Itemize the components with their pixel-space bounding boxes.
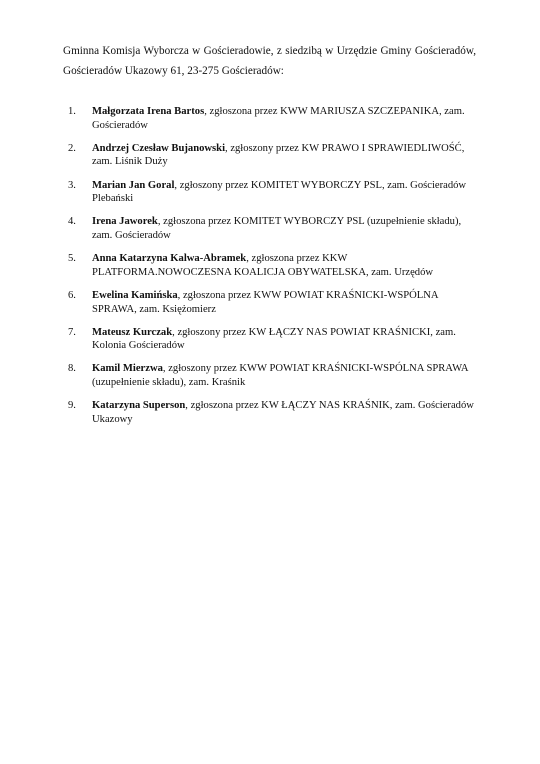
candidate-details: , zgłoszony przez KOMITET WYBORCZY PSL, zam. Gościeradów Plebański	[92, 179, 467, 205]
candidate-details: , zgłoszona przez KW ŁĄCZY NAS KRAŚNIK, zam. Gościeradów Ukazowy	[92, 400, 474, 425]
item-number: 7.	[68, 326, 76, 338]
item-content	[92, 289, 476, 316]
list-item	[63, 179, 476, 206]
candidate-name: Katarzyna Superson	[92, 400, 186, 412]
item-number: 4.	[68, 216, 76, 228]
candidate-details: , zgłoszona przez KWW MARIUSZA SZCZEPANIKA, zam. Gościeradów	[92, 106, 465, 131]
list-item	[63, 252, 476, 279]
candidate-details: , zgłoszony przez KW PRAWO I SPRAWIEDLIWOŚĆ, zam. Liśnik Duży	[92, 142, 465, 168]
list-item	[63, 105, 476, 132]
list-item	[63, 215, 476, 242]
item-number: 9.	[68, 400, 76, 412]
item-content	[92, 362, 476, 389]
item-content	[92, 252, 476, 279]
intro-paragraph: Gminna Komisja Wyborcza w Gościeradowie, z siedzibą w Urzędzie Gminy Gościeradów, Gościeradów Ukazowy 61, 23-275 Gościeradów:	[63, 45, 476, 77]
item-number: 6.	[68, 289, 76, 301]
candidate-name: Ewelina Kamińska	[92, 289, 178, 301]
candidate-name: Małgorzata Irena Bartos	[92, 106, 205, 117]
list-item	[63, 326, 476, 353]
item-content	[92, 399, 476, 426]
candidate-details: , zgłoszony przez KWW POWIAT KRAŚNICKI-WSPÓLNA SPRAWA (uzupełnienie składu), zam. Kraśnik	[92, 363, 468, 389]
candidate-details: , zgłoszony przez KW ŁĄCZY NAS POWIAT KRAŚNICKI, zam. Kolonia Gościeradów	[92, 326, 456, 352]
list-item	[63, 289, 476, 316]
list-item	[63, 399, 476, 426]
candidate-details: , zgłoszona przez KWW POWIAT KRAŚNICKI-WSPÓLNA SPRAWA, zam. Księżomierz	[92, 289, 438, 315]
candidate-name: Marian Jan Goral	[92, 179, 175, 191]
candidate-name: Anna Katarzyna Kalwa-Abramek	[92, 253, 247, 265]
item-content	[92, 326, 476, 353]
item-content	[92, 179, 476, 206]
item-number: 8.	[68, 363, 76, 375]
item-content	[92, 105, 476, 132]
item-number: 1.	[68, 106, 76, 117]
candidate-name: Andrzej Czesław Bujanowski	[92, 142, 226, 154]
candidate-name: Kamil Mierzwa	[92, 363, 163, 375]
candidate-name: Irena Jaworek	[92, 216, 158, 228]
item-number: 2.	[68, 142, 76, 154]
candidate-details: , zgłoszona przez KKW PLATFORMA.NOWOCZESNA KOALICJA OBYWATELSKA, zam. Urzędów	[92, 253, 434, 278]
candidate-list	[63, 105, 476, 426]
item-content	[92, 142, 476, 169]
list-item	[63, 362, 476, 389]
list-item	[63, 142, 476, 169]
candidate-name: Mateusz Kurczak	[92, 326, 173, 338]
item-number: 3.	[68, 179, 76, 191]
item-number: 5.	[68, 253, 76, 265]
item-content	[92, 215, 476, 242]
candidate-details: , zgłoszona przez KOMITET WYBORCZY PSL (uzupełnienie składu), zam. Gościeradów	[92, 216, 462, 241]
